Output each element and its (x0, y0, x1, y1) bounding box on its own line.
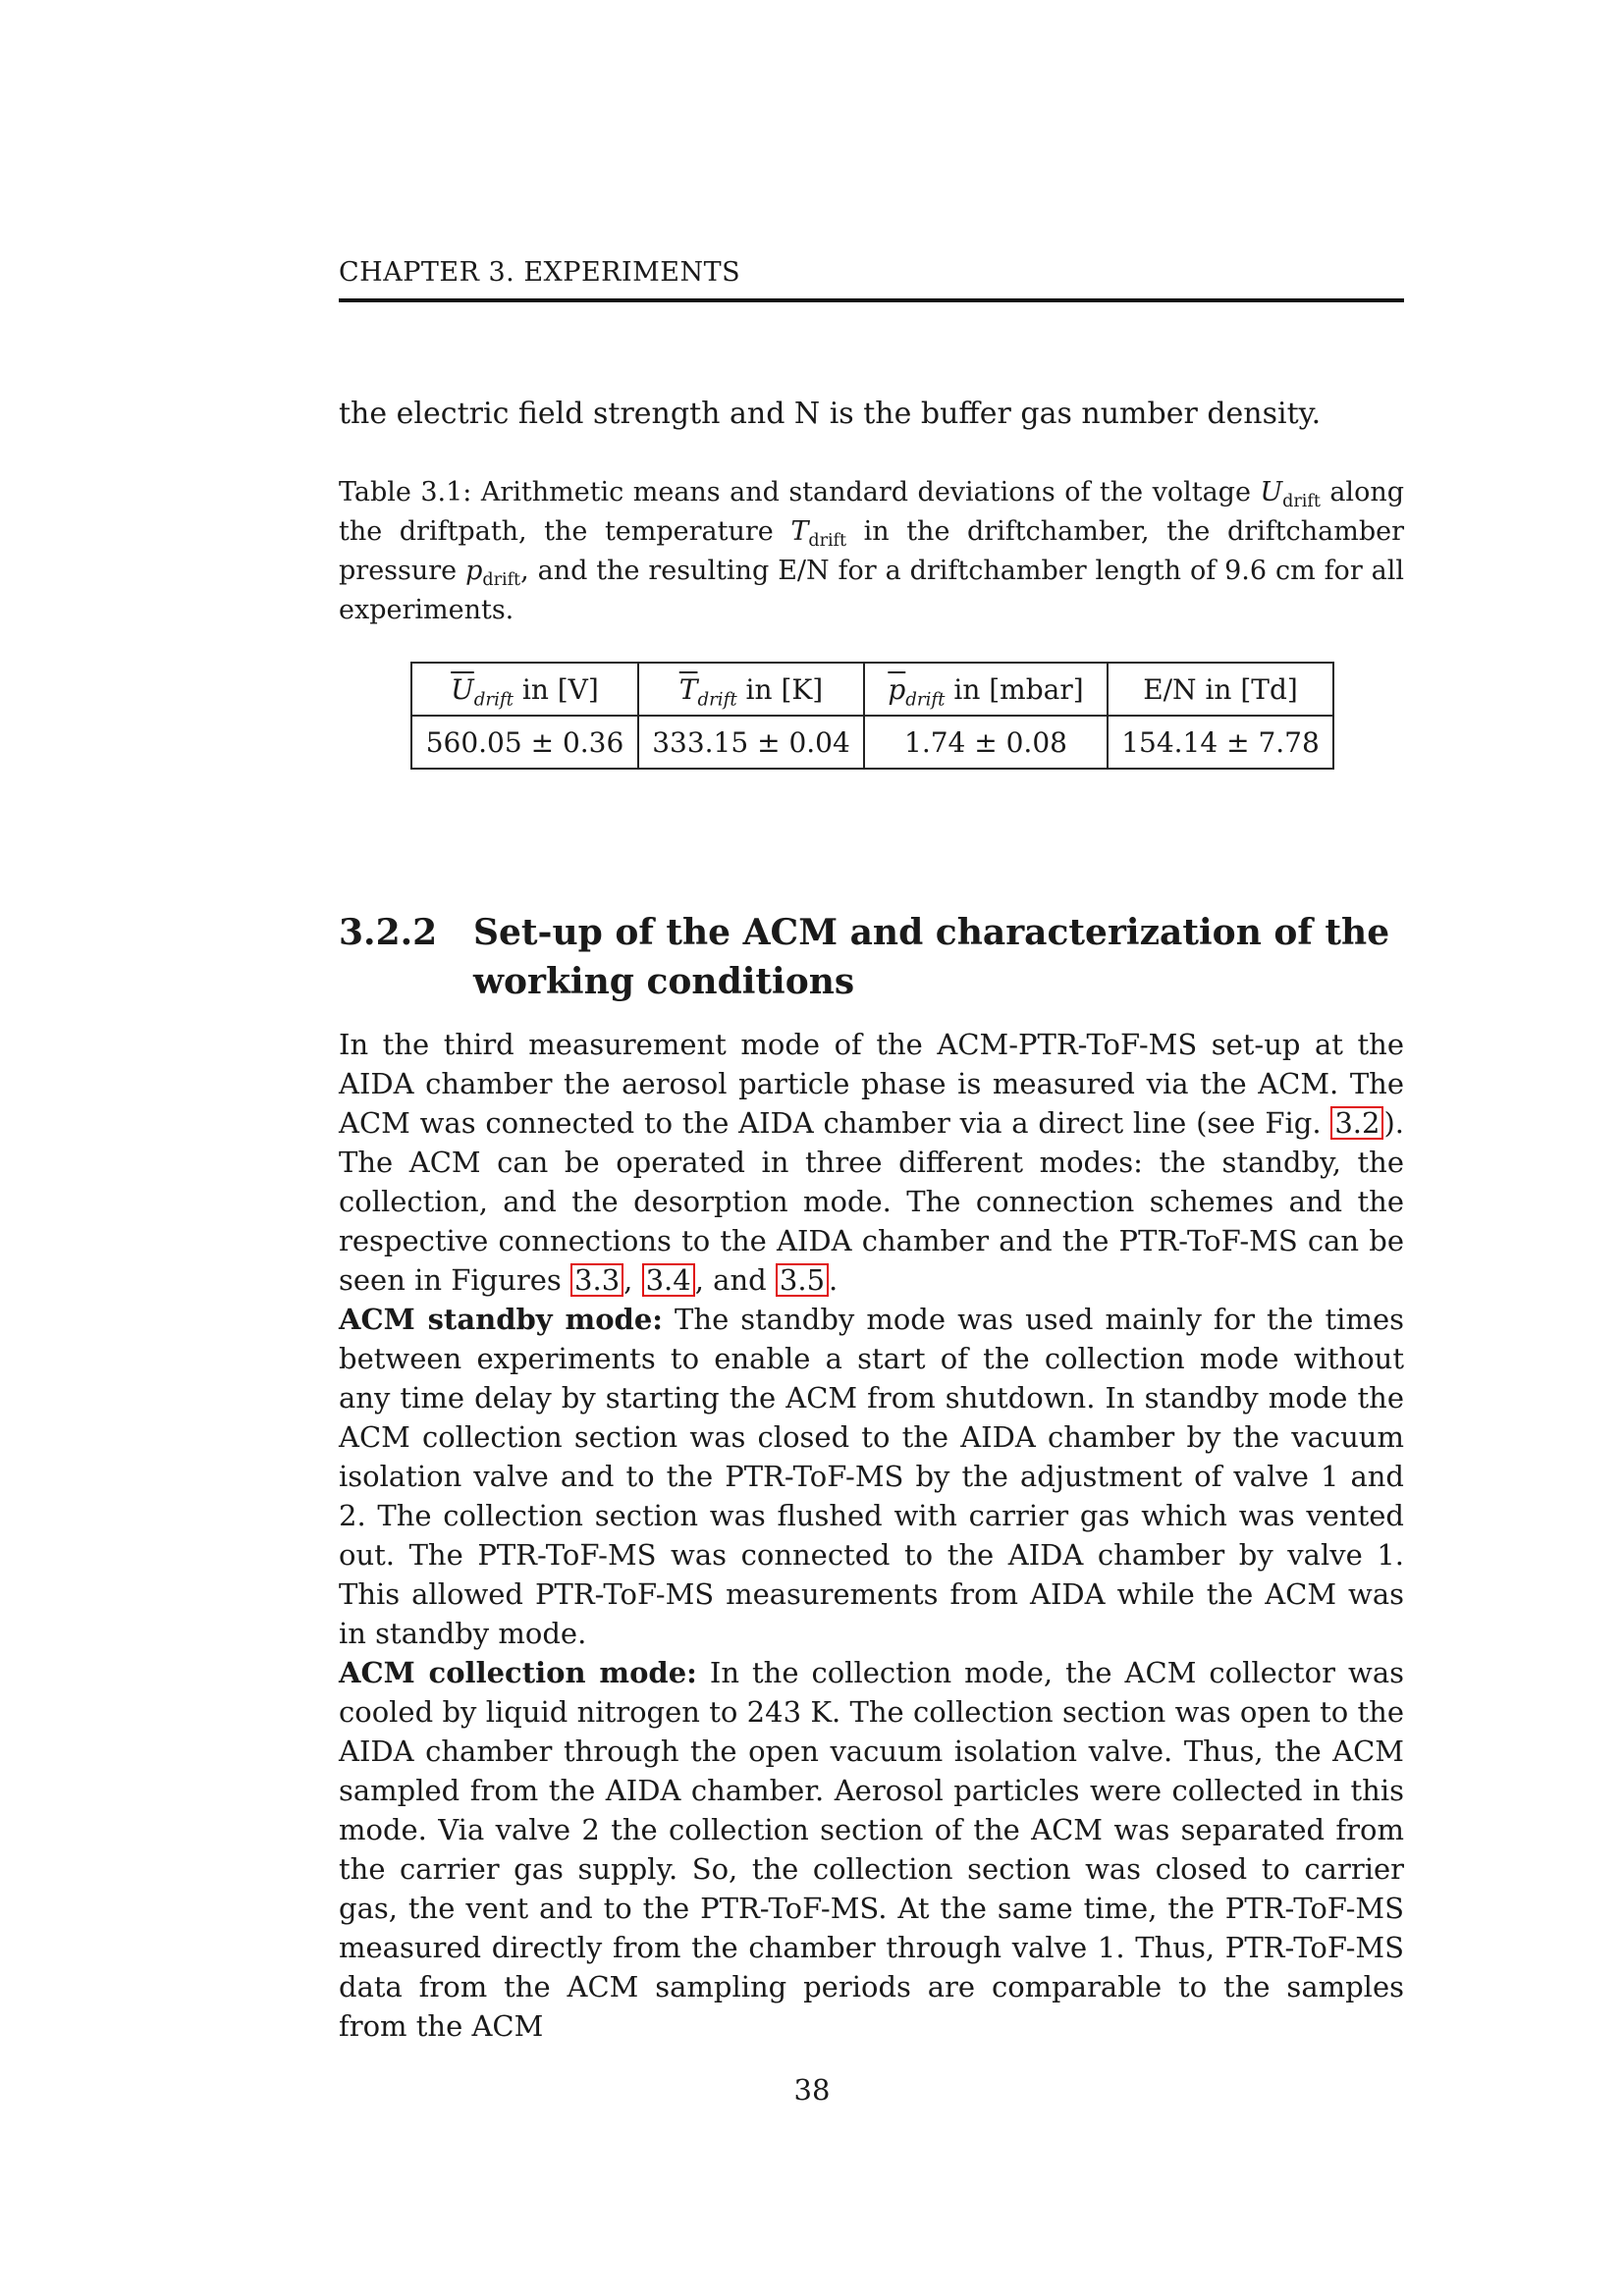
caption-text-2: along the driftpath, the temperature (339, 477, 1404, 547)
header-cell-temperature: $\overline{T}_{drift}$ in [K] (638, 663, 864, 716)
caption-symbol-p: p (465, 556, 483, 586)
section-title: Set-up of the ACM and characterization of the working conditions (473, 912, 1390, 1002)
figure-ref-3-2[interactable]: 3.2 (1330, 1106, 1383, 1140)
page-number: 38 (793, 2073, 831, 2107)
body-text (339, 1025, 1404, 2046)
header-rule (339, 298, 1404, 302)
table-caption (339, 473, 1404, 630)
value-cell-temperature: 333.15 ± 0.04 (638, 716, 864, 769)
caption-sub-p: drift (482, 570, 521, 591)
collection-label: ACM collection mode: (339, 1656, 697, 1689)
header-cell-en: E/N in [Td] (1108, 663, 1333, 716)
intro-line: the electric field strength and N is the buffer gas number density. (339, 397, 1322, 431)
header-cell-pressure: $\overline{p}_{drift}$ in [mbar] (864, 663, 1108, 716)
section-number: 3.2.2 (339, 912, 438, 953)
caption-text-3: in the driftchamber, the driftchamber pressure (339, 516, 1404, 586)
caption-text-1: Table 3.1: Arithmetic means and standard deviations of the voltage (339, 477, 1261, 507)
caption-sub-t: drift (808, 531, 847, 552)
paragraph-collection: ACM collection mode: In the collection mode, the ACM collector was cooled by liquid nitrogen to 243 K. The collection section was open to the AIDA chamber through the open vacuum isolation valve. Thus, the ACM sampled from the AIDA chamber. Aerosol particles were collected in this mode. Via valve 2 the collection section of the ACM was separated from the carrier gas supply. So, the collection section was closed to carrier gas, the vent and to the PTR-ToF-MS. At the same time, the PTR-ToF-MS measured directly from the chamber through valve 1. Thus, PTR-ToF-MS data from the ACM sampling periods are comparable to the samples from the ACM (339, 1656, 1404, 2043)
figure-ref-3-3[interactable]: 3.3 (570, 1263, 623, 1297)
value-cell-pressure: 1.74 ± 0.08 (864, 716, 1108, 769)
caption-sub-u: drift (1282, 492, 1321, 512)
drift-parameters-table (410, 662, 1334, 770)
value-cell-voltage: 560.05 ± 0.36 (411, 716, 638, 769)
standby-label: ACM standby mode: (339, 1303, 663, 1336)
figure-ref-3-4[interactable]: 3.4 (642, 1263, 695, 1297)
value-cell-en: 154.14 ± 7.78 (1108, 716, 1333, 769)
figure-ref-3-5[interactable]: 3.5 (776, 1263, 829, 1297)
paragraph-standby: ACM standby mode: The standby mode was used mainly for the times between experiments to enable a start of the collection mode without any time delay by starting the ACM from shutdown. In standby mode the ACM collection section was closed to the AIDA chamber by the vacuum isolation valve and to the PTR-ToF-MS by the adjustment of valve 1 and 2. The collection section was flushed with carrier gas which was vented out. The PTR-ToF-MS was connected to the AIDA chamber by valve 1. This allowed PTR-ToF-MS measurements from AIDA while the ACM was in standby mode. (339, 1303, 1404, 1650)
caption-text-4: , and the resulting E/N for a driftchamber length of 9.6 cm for all experiments. (339, 556, 1404, 625)
header-cell-voltage: $\overline{U}_{drift}$ in [V] (411, 663, 638, 716)
caption-symbol-u: U (1260, 477, 1283, 507)
table-row (411, 716, 1333, 769)
caption-symbol-t: T (790, 516, 809, 547)
paragraph-intro: In the third measurement mode of the ACM-PTR-ToF-MS set-up at the AIDA chamber the aerosol particle phase is measured via the ACM. The ACM was connected to the AIDA chamber via a direct line (see Fig. 3.2 ). The ACM can be operated in three different modes: the standby, the collection, and the desorption mode. The connection schemes and the respective connections to the AIDA chamber and the PTR-ToF-MS can be seen in Figures 3.3 , 3.4 , and 3.5 . (339, 1028, 1404, 1297)
table-header-row (411, 663, 1333, 716)
running-head: CHAPTER 3. EXPERIMENTS (339, 257, 741, 288)
